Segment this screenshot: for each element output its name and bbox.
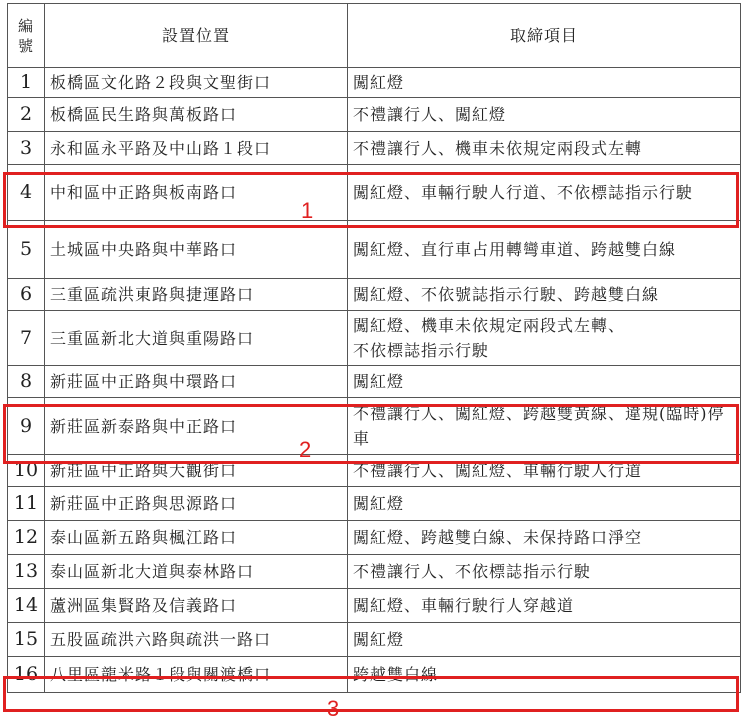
row-items: 闖紅燈: [348, 487, 741, 521]
table-row: [8, 487, 741, 521]
row-location: 泰山區新北大道與泰林路口: [45, 555, 348, 589]
row-items-line: 闖紅燈、機車未依規定兩段式左轉、: [353, 316, 626, 335]
row-items: 闖紅燈: [348, 68, 741, 98]
row-items: 不禮讓行人、闖紅燈: [348, 98, 741, 132]
row-number: 16: [8, 657, 45, 693]
row-number: 5: [8, 221, 45, 279]
table-row: [8, 221, 741, 279]
header-enforcement-items: 取締項目: [348, 4, 741, 68]
row-items: 不禮讓行人、不依標誌指示行駛: [348, 555, 741, 589]
row-location: 泰山區新五路與楓江路口: [45, 521, 348, 555]
row-location: 新莊區新泰路與中正路口: [45, 398, 348, 455]
row-location: 土城區中央路與中華路口: [45, 221, 348, 279]
row-items: 不禮讓行人、機車未依規定兩段式左轉: [348, 132, 741, 165]
row-location: 新莊區中正路與中環路口: [45, 366, 348, 398]
row-location: 蘆洲區集賢路及信義路口: [45, 589, 348, 623]
table-row: [8, 623, 741, 657]
table-row: [8, 398, 741, 455]
row-items: 不禮讓行人、闖紅燈、跨越雙黃線、違規(臨時)停車: [348, 398, 741, 455]
row-location: 板橋區民生路與萬板路口: [45, 98, 348, 132]
header-number-text: 編號: [18, 16, 35, 55]
row-location: 八里區龍米路１段與關渡橋口: [45, 657, 348, 693]
table-header-row: [8, 4, 741, 68]
row-items: 不禮讓行人、闖紅燈、車輛行駛人行道: [348, 455, 741, 487]
table-row: [8, 455, 741, 487]
row-location: 五股區疏洪六路與疏洪一路口: [45, 623, 348, 657]
table-row: [8, 279, 741, 311]
row-items: 闖紅燈、直行車占用轉彎車道、跨越雙白線: [348, 221, 741, 279]
row-items: 闖紅燈、不依號誌指示行駛、跨越雙白線: [348, 279, 741, 311]
row-number: 8: [8, 366, 45, 398]
row-number: 13: [8, 555, 45, 589]
row-number: 3: [8, 132, 45, 165]
row-location: 新莊區中正路與大觀街口: [45, 455, 348, 487]
row-items: 闖紅燈、跨越雙白線、未保持路口淨空: [348, 521, 741, 555]
header-location: 設置位置: [45, 4, 348, 68]
row-number: 6: [8, 279, 45, 311]
row-number: 4: [8, 165, 45, 221]
table-row: [8, 311, 741, 366]
row-items: 跨越雙白線: [348, 657, 741, 693]
highlight-label-2: 2: [299, 437, 312, 462]
row-location: 三重區新北大道與重陽路口: [45, 311, 348, 366]
table-row: [8, 521, 741, 555]
table-row: [8, 132, 741, 165]
row-location: 三重區疏洪東路與捷運路口: [45, 279, 348, 311]
row-location: 新莊區中正路與思源路口: [45, 487, 348, 521]
table-row: [8, 68, 741, 98]
row-items: 闖紅燈、車輛行駛人行道、不依標誌指示行駛: [348, 165, 741, 221]
table-row: [8, 555, 741, 589]
row-location: 板橋區文化路２段與文聖街口: [45, 68, 348, 98]
table-row: [8, 589, 741, 623]
row-location: 永和區永平路及中山路１段口: [45, 132, 348, 165]
row-number: 12: [8, 521, 45, 555]
row-number: 1: [8, 68, 45, 98]
row-number: 14: [8, 589, 45, 623]
highlight-label-1: 1: [301, 198, 314, 223]
row-location: 中和區中正路與板南路口: [45, 165, 348, 221]
row-items-line: 不依標誌指示行駛: [353, 341, 490, 360]
header-number: [8, 4, 45, 68]
row-number: 2: [8, 98, 45, 132]
row-number: 9: [8, 398, 45, 455]
row-number: 10: [8, 455, 45, 487]
table-row: [8, 657, 741, 693]
row-items: [348, 311, 741, 366]
table-row: [8, 165, 741, 221]
row-items: 闖紅燈: [348, 623, 741, 657]
table-row: [8, 98, 741, 132]
row-number: 7: [8, 311, 45, 366]
camera-location-table: [7, 3, 741, 693]
row-number: 15: [8, 623, 45, 657]
row-items: 闖紅燈、車輛行駛行人穿越道: [348, 589, 741, 623]
table-row: [8, 366, 741, 398]
row-items: 闖紅燈: [348, 366, 741, 398]
highlight-label-3: 3: [327, 696, 340, 721]
row-number: 11: [8, 487, 45, 521]
